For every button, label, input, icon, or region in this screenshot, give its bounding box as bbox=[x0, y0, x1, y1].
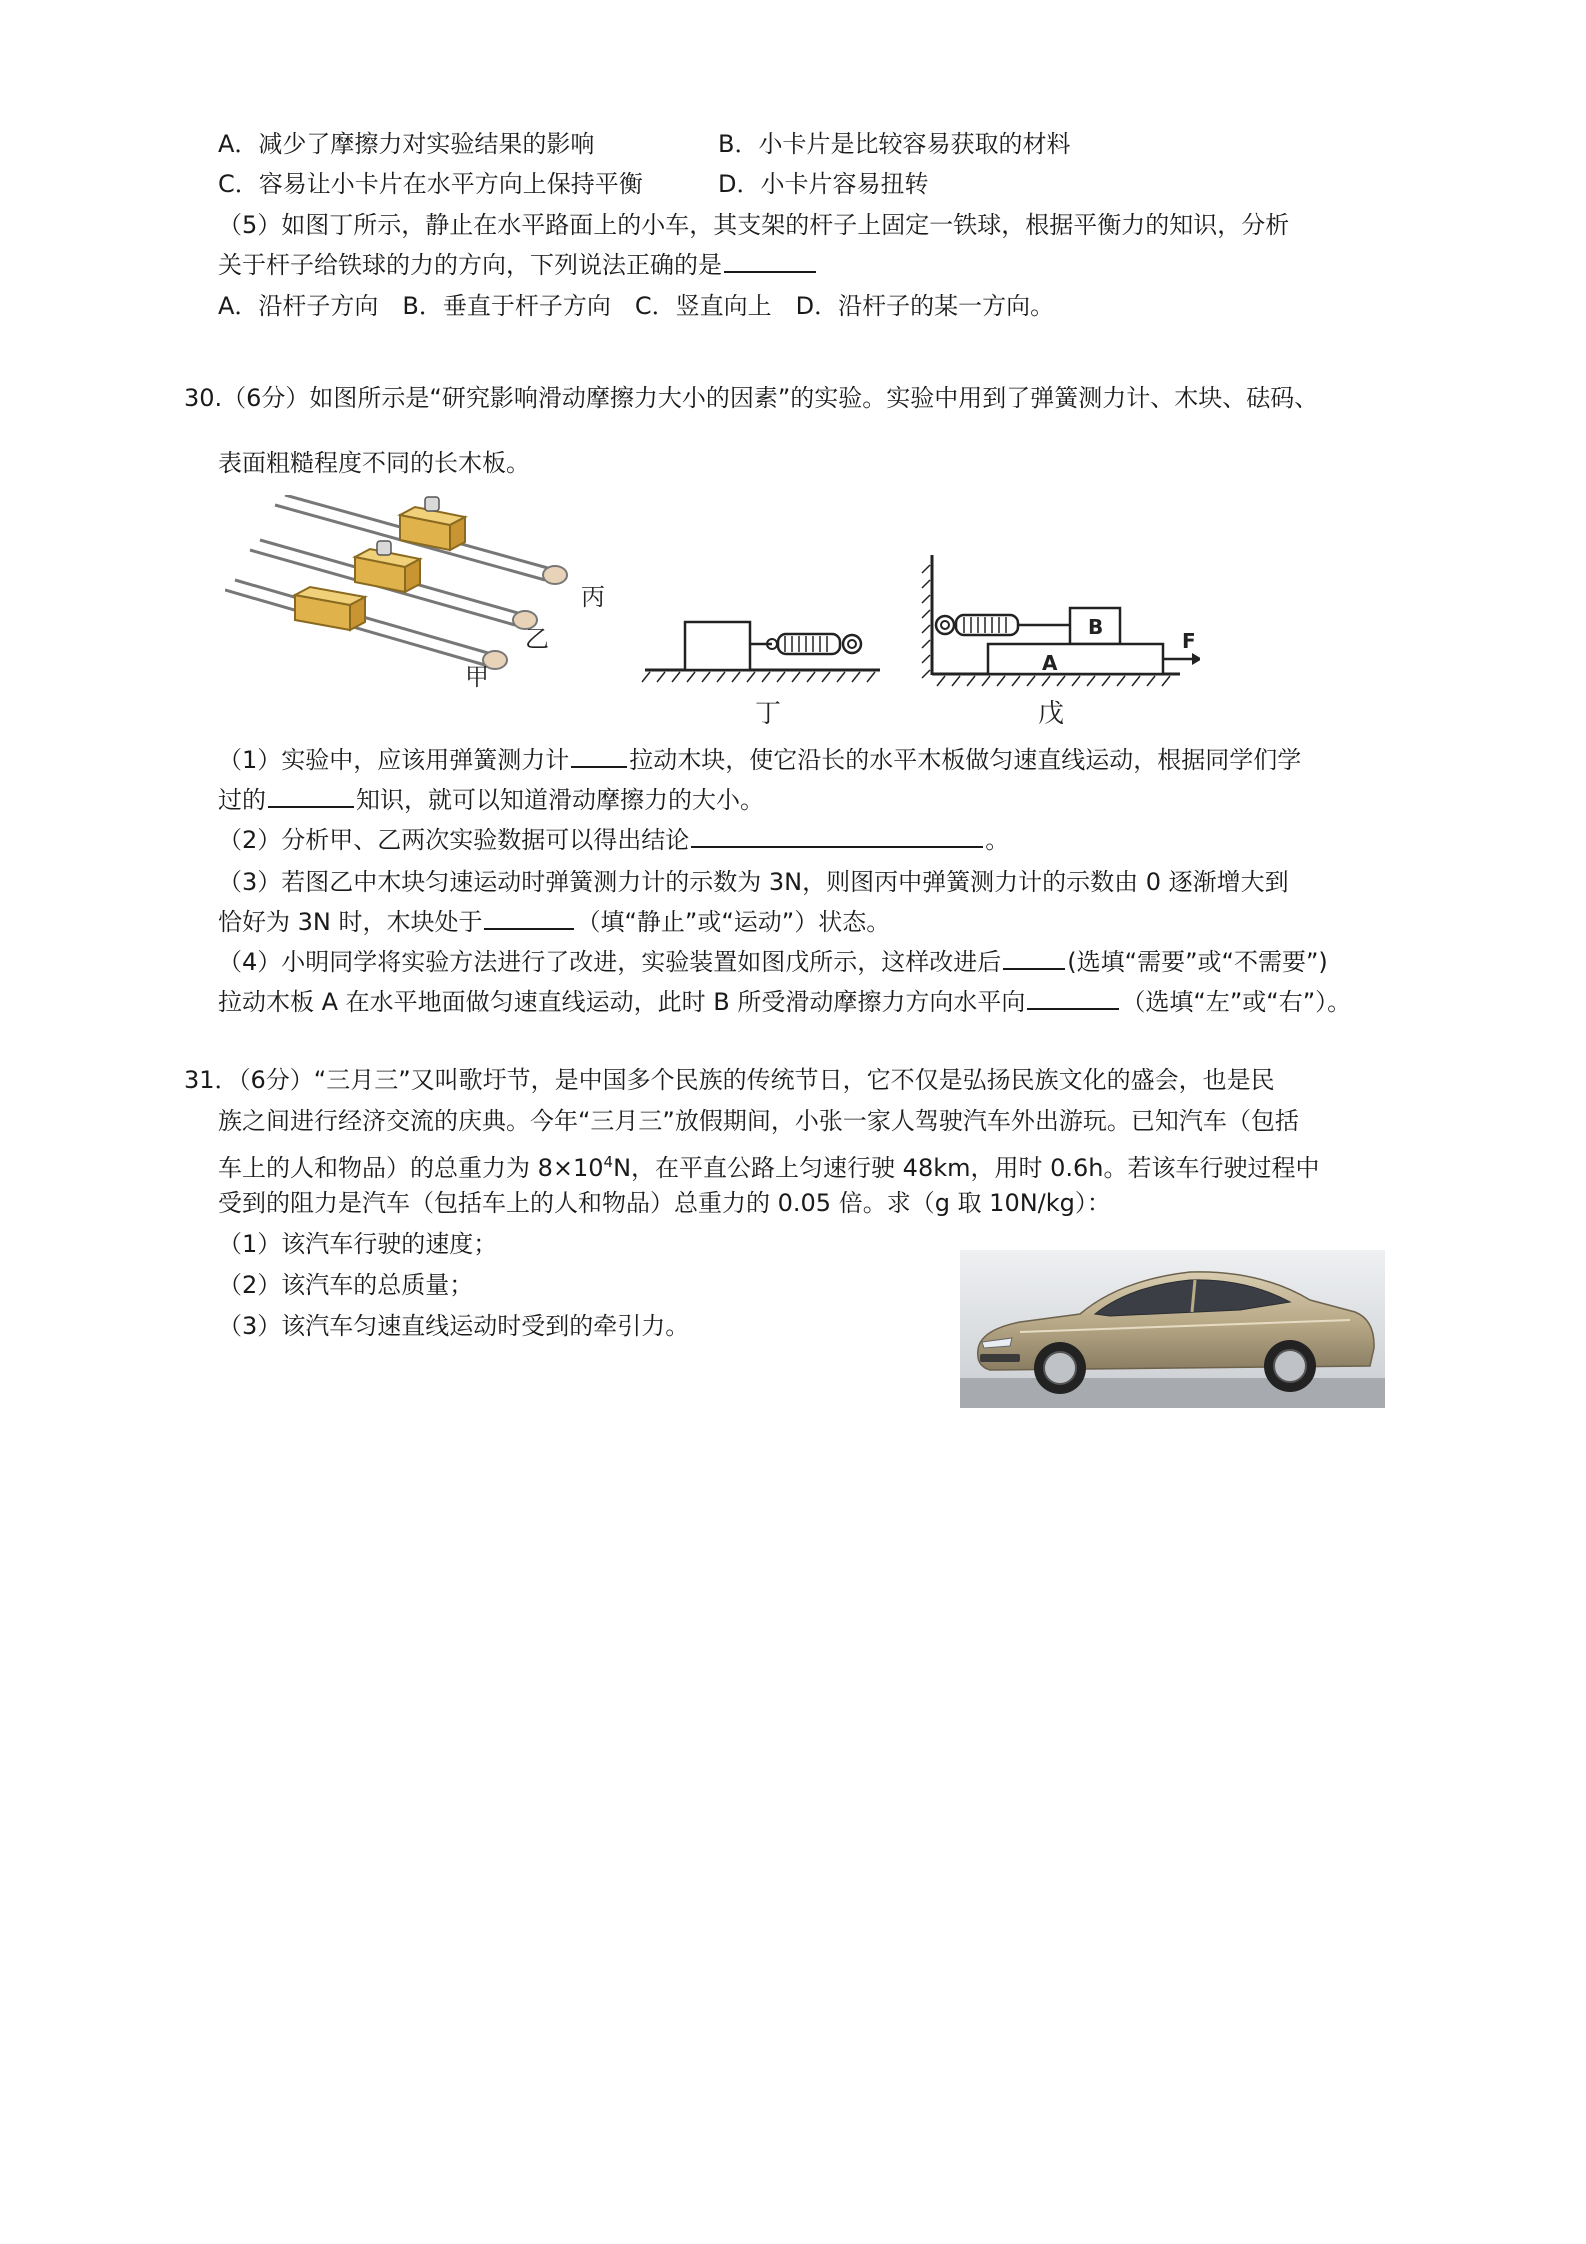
q29-part5-options: A．沿杆子方向 B．垂直于杆子方向 C．竖直向上 D．沿杆子的某一方向。 bbox=[218, 292, 1055, 320]
figure-jia-yi-bing bbox=[225, 495, 615, 690]
q29-option-b: B．小卡片是比较容易获取的材料 bbox=[718, 130, 1071, 158]
q31-line3: 车上的人和物品）的总重力为 $8\times 10^4N$，在平直公路上匀速行驶 48km，用时 0.6h。若该车行驶过程中 bbox=[218, 1153, 1320, 1182]
label-jia: 甲 bbox=[465, 663, 489, 690]
q29-option-d: D．小卡片容易扭转 bbox=[718, 170, 929, 198]
q29-options-ab bbox=[218, 124, 1418, 164]
q29-option-a: A．减少了摩擦力对实验结果的影响 bbox=[218, 130, 595, 158]
answer-blank bbox=[724, 245, 816, 273]
q29-part5-line2: 关于杆子给铁球的力的方向，下列说法正确的是 bbox=[218, 245, 1418, 285]
answer-blank bbox=[484, 902, 574, 930]
answer-blank bbox=[1027, 982, 1119, 1010]
q31-line1: 31．（6分）“三月三”又叫歌圩节，是中国多个民族的传统节日，它不仅是弘扬民族文化的盛会，也是民 bbox=[184, 1066, 1275, 1094]
answer-blank bbox=[571, 740, 627, 768]
label-b: B bbox=[1088, 615, 1104, 639]
q29-options-cd bbox=[218, 164, 1418, 204]
q31-sub3: （3）该汽车匀速直线运动时受到的牵引力。 bbox=[218, 1312, 690, 1340]
q31-sub2: （2）该汽车的总质量； bbox=[218, 1271, 474, 1299]
q30-heading-line2: 表面粗糙程度不同的长木板。 bbox=[218, 449, 530, 477]
q30-heading-line1: 30.（6分）如图所示是“研究影响滑动摩擦力大小的因素”的实验。实验中用到了弹簧测力计、木块、砝码、 bbox=[184, 384, 1319, 412]
q31-sub1: （1）该汽车行驶的速度； bbox=[218, 1230, 498, 1258]
car-photo bbox=[960, 1250, 1385, 1408]
q30-part3-line1: （3）若图乙中木块匀速运动时弹簧测力计的示数为 3N，则图丙中弹簧测力计的示数由 0 逐渐增大到 bbox=[218, 868, 1289, 896]
q30-part1-line1: （1）实验中，应该用弹簧测力计 拉动木块，使它沿长的水平木板做匀速直线运动，根据同学们学 bbox=[218, 740, 1418, 780]
label-yi: 乙 bbox=[525, 625, 549, 653]
figure-ding bbox=[640, 610, 885, 730]
q30-part4-line2: 拉动木板 A 在水平地面做匀速直线运动，此时 B 所受滑动摩擦力方向水平向 （选填“左”或“右”）。 bbox=[218, 982, 1418, 1022]
label-ding: 丁 bbox=[755, 699, 782, 729]
q30-part4-line1: （4）小明同学将实验方法进行了改进，实验装置如图戊所示，这样改进后 (选填“需要”或“不需要”) bbox=[218, 942, 1418, 982]
figure-wu bbox=[920, 550, 1200, 730]
label-f: F bbox=[1182, 629, 1196, 653]
q30-part1-line2: 过的 知识，就可以知道滑动摩擦力的大小。 bbox=[218, 780, 1418, 820]
label-wu: 戊 bbox=[1038, 699, 1065, 729]
q30-part3-line2: 恰好为 3N 时，木块处于 （填“静止”或“运动”）状态。 bbox=[218, 902, 1418, 942]
q31-line2: 族之间进行经济交流的庆典。今年“三月三”放假期间，小张一家人驾驶汽车外出游玩。已知汽车（包括 bbox=[218, 1107, 1299, 1135]
q29-part5-line1: （5）如图丁所示，静止在水平路面上的小车，其支架的杆子上固定一铁球，根据平衡力的知识，分析 bbox=[218, 211, 1290, 239]
label-a: A bbox=[1042, 651, 1058, 675]
q31-line4: 受到的阻力是汽车（包括车上的人和物品）总重力的 0.05 倍。求（g 取 10N/kg）： bbox=[218, 1189, 1111, 1217]
q30-part2: （2）分析甲、乙两次实验数据可以得出结论 。 bbox=[218, 820, 1418, 860]
answer-blank bbox=[268, 780, 354, 808]
q29-option-c: C．容易让小卡片在水平方向上保持平衡 bbox=[218, 170, 643, 198]
label-bing: 丙 bbox=[581, 583, 605, 611]
answer-blank bbox=[1003, 942, 1065, 970]
answer-blank bbox=[691, 820, 983, 848]
